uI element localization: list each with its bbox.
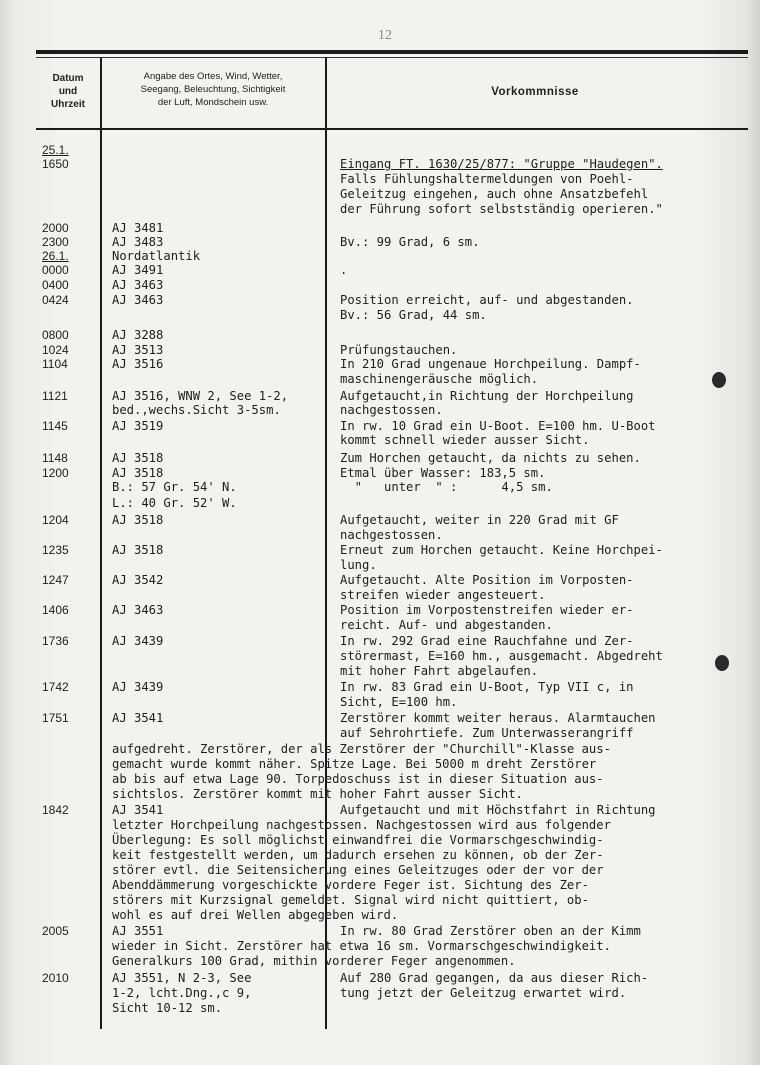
entry-time: 1104: [42, 357, 68, 371]
entry-position: störer evtl. die Seitensicherung eines Geleitzuges oder der vor der: [112, 863, 604, 877]
entry-time: 2300: [42, 235, 69, 249]
entry-event: .: [340, 263, 348, 277]
header-date-line: und: [58, 86, 78, 97]
entry-event: nachgestossen.: [340, 528, 443, 542]
entry-position: AJ 3481: [112, 221, 164, 235]
entry-time: 1235: [42, 543, 69, 557]
header-events-column: Vorkommnisse: [491, 86, 579, 98]
header-date-line: Uhrzeit: [51, 99, 85, 110]
entry-event: kommt schnell wieder ausser Sicht.: [340, 433, 590, 447]
entry-position: keit festgestellt werden, um dadurch ersehen zu können, ob der Zer-: [112, 848, 604, 862]
entry-event: der Führung sofort selbstständig operieren.": [340, 202, 663, 216]
entry-position: AJ 3518: [112, 543, 164, 557]
entry-time: 1736: [42, 634, 69, 648]
entry-position: 1-2, lcht.Dng.,c 9,: [112, 986, 252, 1000]
entry-position: AJ 3541: [112, 711, 164, 725]
entry-event: Aufgetaucht. Alte Position im Vorposten-: [340, 573, 634, 587]
column-divider-date: [100, 57, 102, 1029]
entry-event: nachgestossen.: [340, 403, 443, 417]
header-place-line: der Luft, Mondschein usw.: [157, 97, 269, 108]
entry-position: AJ 3463: [112, 278, 164, 292]
entry-time: 2010: [42, 971, 69, 985]
entry-position: AJ 3439: [112, 680, 164, 694]
entry-event: In 210 Grad ungenaue Horchpeilung. Dampf-: [340, 357, 641, 371]
entry-position: gemacht wurde kommt näher. Spitze Lage. Bei 5000 m dreht Zerstörer: [112, 757, 597, 771]
entry-time: 1148: [42, 451, 68, 465]
entry-event: Sicht, E=100 hm.: [340, 695, 458, 709]
entry-position: AJ 3513: [112, 343, 164, 357]
entry-position: AJ 3519: [112, 419, 164, 433]
entry-event: Bv.: 56 Grad, 44 sm.: [340, 308, 487, 322]
entry-event: Aufgetaucht,in Richtung der Horchpeilung: [340, 389, 634, 403]
entry-position: AJ 3483: [112, 235, 164, 249]
entry-position: AJ 3518: [112, 513, 164, 527]
entry-time: 1247: [42, 573, 69, 587]
entry-position: AJ 3491: [112, 263, 164, 277]
entry-event: Zerstörer kommt weiter heraus. Alarmtauchen: [340, 711, 656, 725]
entry-position: Generalkurs 100 Grad, mithin vorderer Feger angenommen.: [112, 954, 516, 968]
entry-position: AJ 3516, WNW 2, See 1-2,: [112, 389, 289, 403]
entry-event: Geleitzug eingehen, auch ohne Ansatzbefehl: [340, 187, 649, 201]
entry-event: tung jetzt der Geleitzug erwartet wird.: [340, 986, 627, 1000]
entry-time: 1406: [42, 603, 69, 617]
entry-event: Zum Horchen getaucht, da nichts zu sehen.: [340, 451, 641, 465]
entry-event: Auf 280 Grad gegangen, da aus dieser Rich-: [340, 971, 649, 985]
entry-position: wohl es auf drei Wellen abgegeben wird.: [112, 908, 399, 922]
entry-event: Aufgetaucht und mit Höchstfahrt in Richtung: [340, 803, 656, 817]
entry-event: Erneut zum Horchen getaucht. Keine Horchpei-: [340, 543, 663, 557]
entry-event: reicht. Auf- und abgestanden.: [340, 618, 553, 632]
entry-position: AJ 3518: [112, 466, 164, 480]
entry-event: In rw. 292 Grad eine Rauchfahne und Zer-: [340, 634, 634, 648]
entry-event: Prüfungstauchen.: [340, 343, 458, 357]
entry-time: 2005: [42, 924, 69, 938]
entry-position: ab bis auf etwa Lage 90. Torpedoschuss ist in dieser Situation aus-: [112, 772, 604, 786]
entry-position: AJ 3551: [112, 924, 164, 938]
entry-time: 1200: [42, 466, 69, 480]
entry-time: 1024: [42, 343, 69, 357]
header-date-column: [36, 72, 100, 111]
entry-position: AJ 3542: [112, 573, 164, 587]
entry-time: 1742: [42, 680, 69, 694]
entry-position: letzter Horchpeilung nachgestossen. Nachgestossen wird aus folgender: [112, 818, 611, 832]
entry-event: Position erreicht, auf- und abgestanden.: [340, 293, 634, 307]
entry-time: 0800: [42, 328, 69, 342]
entry-position: AJ 3439: [112, 634, 164, 648]
entry-time: 1751: [42, 711, 69, 725]
entry-event: mit hoher Fahrt abgelaufen.: [340, 664, 539, 678]
entry-position: Sicht 10-12 sm.: [112, 1001, 223, 1015]
header-place-column: [104, 70, 322, 109]
entry-position: L.: 40 Gr. 52' W.: [112, 496, 237, 510]
entry-position: AJ 3551, N 2-3, See: [112, 971, 252, 985]
entry-time: 25.1.: [42, 143, 69, 157]
entry-time: 0000: [42, 263, 69, 277]
entry-event: In rw. 80 Grad Zerstörer oben an der Kimm: [340, 924, 641, 938]
entry-position: AJ 3463: [112, 603, 164, 617]
ink-smudge: [712, 372, 726, 388]
page-number: 12: [378, 28, 392, 43]
ink-smudge: [715, 655, 729, 671]
entry-event: störermast, E=160 hm., ausgemacht. Abgedreht: [340, 649, 663, 663]
entry-event: Position im Vorpostenstreifen wieder er-: [340, 603, 634, 617]
entry-event: auf Sehrohrtiefe. Zum Unterwasserangriff: [340, 726, 634, 740]
entry-event: Aufgetaucht, weiter in 220 Grad mit GF: [340, 513, 619, 527]
header-place-line: Angabe des Ortes, Wind, Wetter,: [143, 71, 283, 82]
entry-position: AJ 3541: [112, 803, 164, 817]
entry-time: 1121: [42, 389, 68, 403]
entry-event: lung.: [340, 558, 377, 572]
entry-event: In rw. 10 Grad ein U-Boot. E=100 hm. U-Boot: [340, 419, 656, 433]
entry-time: 0424: [42, 293, 69, 307]
entry-position: B.: 57 Gr. 54' N.: [112, 480, 237, 494]
entry-position: störers mit Kurzsignal gemeldet. Signal wird nicht quittiert, ob-: [112, 893, 589, 907]
entry-event: " unter " : 4,5 sm.: [340, 480, 553, 494]
entry-time: 1204: [42, 513, 69, 527]
entry-position: AJ 3516: [112, 357, 164, 371]
entry-time: 1842: [42, 803, 69, 817]
entry-time: 0400: [42, 278, 69, 292]
entry-position: aufgedreht. Zerstörer, der als Zerstörer der "Churchill"-Klasse aus-: [112, 742, 611, 756]
entry-position: AJ 3288: [112, 328, 164, 342]
entry-time: 1650: [42, 157, 69, 171]
entry-time: 2000: [42, 221, 69, 235]
entry-event: streifen wieder angesteuert.: [340, 588, 546, 602]
entry-event: Bv.: 99 Grad, 6 sm.: [340, 235, 480, 249]
entry-event: In rw. 83 Grad ein U-Boot, Typ VII c, in: [340, 680, 634, 694]
entry-position: Nordatlantik: [112, 249, 201, 263]
header-rule: [36, 128, 748, 130]
entry-event: Etmal über Wasser: 183,5 sm.: [340, 466, 546, 480]
header-place-line: Seegang, Beleuchtung, Sichtigkeit: [140, 84, 286, 95]
entry-time: 1145: [42, 419, 68, 433]
entry-position: AJ 3518: [112, 451, 164, 465]
entry-position: bed.,wechs.Sicht 3-5sm.: [112, 403, 281, 417]
top-rule: [36, 50, 748, 54]
top-rule-thin: [36, 57, 748, 58]
entry-position: Abenddämmerung vorgeschickte vordere Feger ist. Sichtung des Zer-: [112, 878, 589, 892]
entry-event: Falls Fühlungshaltermeldungen von Poehl-: [340, 172, 634, 186]
entry-time: 26.1.: [42, 249, 69, 263]
entry-event: maschinengeräusche möglich.: [340, 372, 539, 386]
entry-position: AJ 3463: [112, 293, 164, 307]
entry-position: wieder in Sicht. Zerstörer hat etwa 16 sm. Vormarschgeschwindigkeit.: [112, 939, 611, 953]
entry-position: sichtslos. Zerstörer kommt mit hoher Fahrt ausser Sicht.: [112, 787, 523, 801]
entry-event: Eingang FT. 1630/25/877: "Gruppe "Haudegen".: [340, 157, 663, 171]
header-date-line: Datum: [52, 73, 84, 84]
entry-position: Überlegung: Es soll möglichst einwandfrei die Vormarschgeschwindig-: [112, 833, 604, 847]
